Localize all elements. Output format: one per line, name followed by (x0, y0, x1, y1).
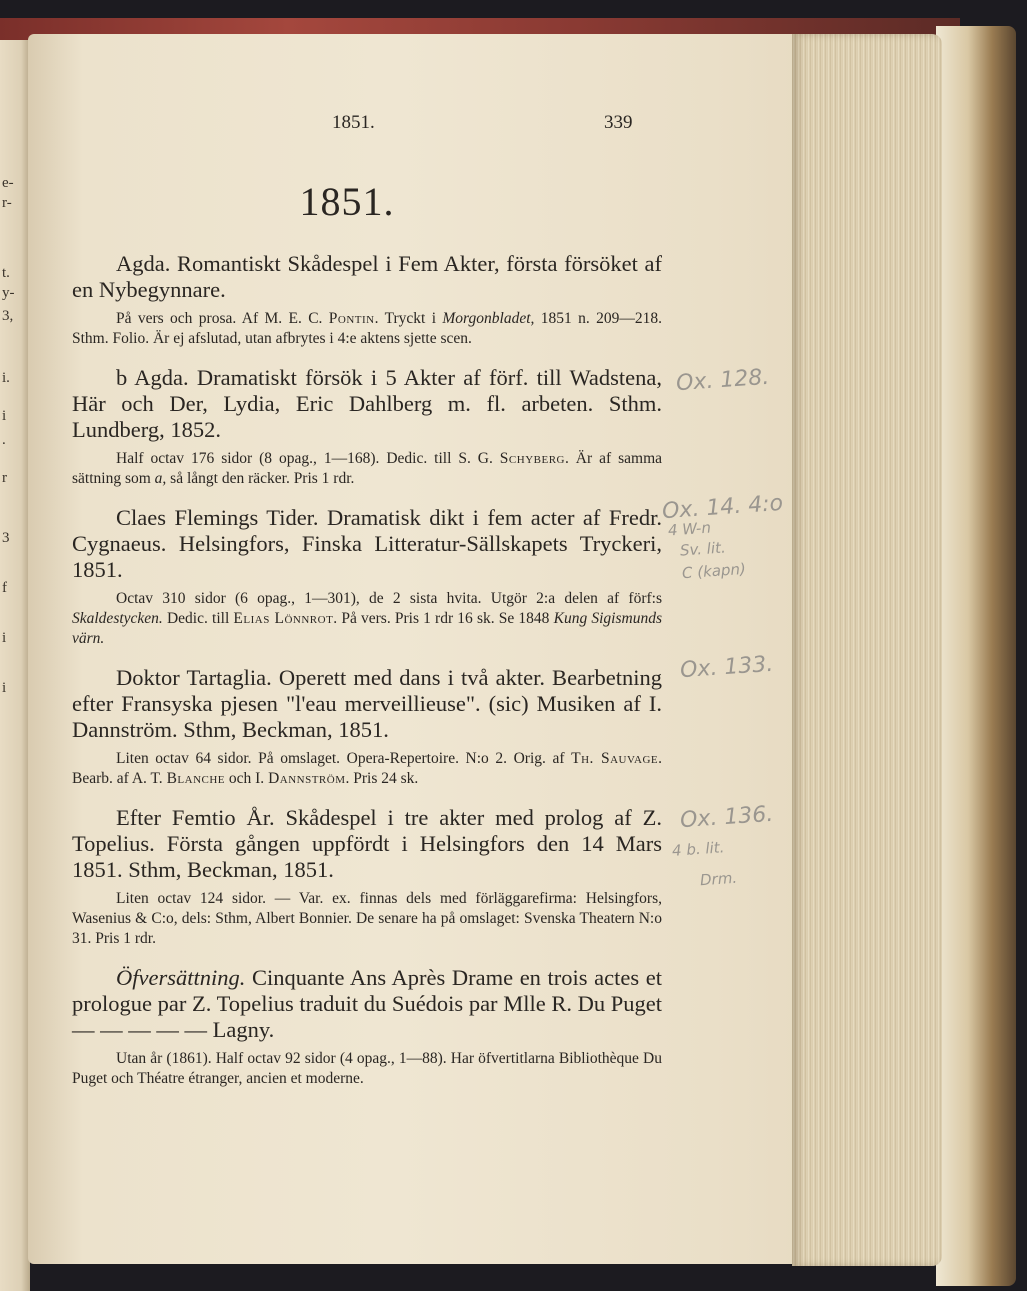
entry-title (72, 965, 662, 1043)
entry-note (72, 749, 662, 789)
entry-title (72, 365, 662, 443)
running-head-year: 1851. (332, 112, 375, 133)
bibliography-entry (72, 805, 662, 949)
left-page-fragment: i (2, 408, 7, 424)
entry-title (72, 505, 662, 583)
entry-note-segment: Liten octav 64 sidor. På omslaget. Opera-Repertoire. N:o 2. Orig. af (116, 750, 572, 767)
entry-note (72, 589, 662, 649)
page-title: 1851. (299, 179, 395, 224)
left-page-fragment: 3, (2, 308, 14, 324)
pencil-annotation: Ox. 14. 4:o (661, 490, 784, 525)
entry-note-segment: och I. (225, 770, 269, 787)
bibliography-entry (72, 665, 662, 789)
bibliography-entry (72, 365, 662, 489)
left-facing-page (0, 40, 30, 1291)
entry-title-lead: Öfversättning. (116, 965, 246, 990)
pencil-annotation: C (kapn) (681, 559, 747, 583)
pencil-annotation: Drm. (699, 868, 738, 890)
entry-note-segment: . Tryckt i (374, 310, 443, 327)
entry-note-segment: Pontin (328, 310, 375, 327)
left-page-fragment: r- (2, 195, 12, 211)
entry-note-segment: Dannström (268, 770, 346, 787)
entry-note-segment: 1851 n. 209—218. Sthm. Folio. Är ej afslutad, utan afbrytes i 4:e aktens sjette scen. (72, 310, 662, 347)
entry-title-lead: Agda. (116, 251, 171, 276)
entry-note-segment: Octav 310 sidor (6 opag., 1—301), de 2 sista hvita. Utgör 2:a delen af förf:s (116, 590, 662, 607)
entry-title (72, 805, 662, 883)
entry-note-segment: Kung Sigismunds värn. (72, 610, 662, 647)
entry-note (72, 309, 662, 349)
entry-note-segment: Half octav 176 sidor (8 opag., 1—168). Dedic. till S. G. (116, 450, 500, 467)
bibliography-entry (72, 505, 662, 649)
page-text-block (72, 112, 662, 1105)
entry-note-segment: . Bearb. af A. T. (72, 750, 662, 787)
left-page-fragment: i. (2, 370, 10, 386)
entry-note-segment: . Är af samma sättning som (72, 450, 663, 487)
entry-title (72, 251, 662, 303)
entry-title-rest: Romantiskt Skådespel i Fem Akter, första försöket af en Nybegynnare. (72, 251, 662, 302)
entry-note-segment: Blanche (166, 770, 226, 787)
left-page-fragment: r (2, 470, 7, 486)
entry-note-segment: så långt den räcker. Pris 1 rdr. (166, 470, 355, 487)
entry-note-segment: Utan år (1861). Half octav 92 sidor (4 opag., 1—88). Har öfvertitlarna Bibliothèque Du Puget och Théatre étranger, ancien et moderne. (72, 1050, 662, 1087)
pencil-annotation: Ox. 128. (675, 364, 771, 397)
pencil-annotation: Sv. lit. (679, 538, 727, 560)
entry-note-segment: Liten octav 124 sidor. — Var. ex. finnas dels med förläggarefirma: Helsingfors, Wasenius & C:o, dels: Sthm, Albert Bonnier. De senare ha på omslaget: Svenska Theatern N:o 31. Pris 1 rdr. (72, 890, 662, 947)
page-fore-edge (792, 34, 942, 1266)
entry-note (72, 889, 662, 949)
left-page-fragment: . (2, 432, 6, 448)
entry-note-segment: . På vers. Pris 1 rdr 16 sk. Se 1848 (333, 610, 554, 627)
entry-title-lead: Efter Femtio År. (116, 805, 275, 830)
bibliography-entry (72, 251, 662, 349)
entry-note-segment: På vers och prosa. Af M. E. C. (116, 310, 329, 327)
left-page-fragment: i (2, 680, 7, 696)
pencil-annotation: 4 W-n (667, 518, 712, 540)
entry-note-segment: Skaldestycken. (72, 610, 163, 627)
entry-title-rest: Cinquante Ans Après Drame en trois actes et prologue par Z. Topelius traduit du Suédois par Mlle R. Du Puget — — — — — Lagny. (72, 965, 662, 1042)
entry-title-rest: Dramatisk dikt i fem acter af Fredr. Cygnaeus. Helsingfors, Finska Litteratur-Sällskapets Tryckeri, 1851. (72, 505, 662, 582)
pencil-annotation: Ox. 136. (679, 801, 775, 834)
entry-note (72, 1049, 662, 1089)
entry-note-segment: Elias Lönnrot (233, 610, 334, 627)
left-page-fragment: e- (2, 175, 14, 191)
pencil-annotation: 4 b. lit. (671, 838, 725, 860)
entry-title-lead: b Agda. (116, 365, 189, 390)
entry-title-lead: Claes Flemings Tider. (116, 505, 319, 530)
entry-note-segment: . Pris 24 sk. (345, 770, 419, 787)
left-page-fragment: y- (2, 285, 15, 301)
entry-note-segment: Schyberg (499, 450, 565, 467)
entry-note-segment: Dedic. till (162, 610, 234, 627)
entry-title-lead: Doktor Tartaglia. (116, 665, 272, 690)
left-page-fragment: f (2, 580, 7, 596)
running-head (72, 112, 662, 140)
left-page-fragment: 3 (2, 530, 10, 546)
bibliography-entry (72, 965, 662, 1089)
entry-note (72, 449, 662, 489)
entry-title-rest: Dramatiskt försök i 5 Akter af förf. till Wadstena, Här och Der, Lydia, Eric Dahlberg m. fl. arbeten. Sthm. Lundberg, 1852. (72, 365, 662, 442)
entry-note-segment: a, (154, 470, 167, 487)
bibliography-entries (72, 251, 662, 1089)
entry-note-segment: Th. Sauvage (571, 750, 659, 767)
entry-title (72, 665, 662, 743)
book-cover-edge (936, 26, 1016, 1286)
page-number: 339 (604, 112, 633, 133)
entry-title-rest: Operett med dans i två akter. Bearbetning efter Fransyska pjesen "l'eau merveillieuse". (sic) Musiken af I. Dannström. Sthm, Beckman, 1851. (72, 665, 663, 742)
entry-note-segment: Morgonbladet, (442, 310, 535, 327)
left-page-fragment: i (2, 630, 7, 646)
left-page-fragment: t. (2, 265, 10, 281)
entry-title-rest: Skådespel i tre akter med prolog af Z. Topelius. Första gången uppfördt i Helsingfors den 14 Mars 1851. Sthm, Beckman, 1851. (72, 805, 662, 882)
pencil-annotation: Ox. 133. (679, 651, 775, 684)
